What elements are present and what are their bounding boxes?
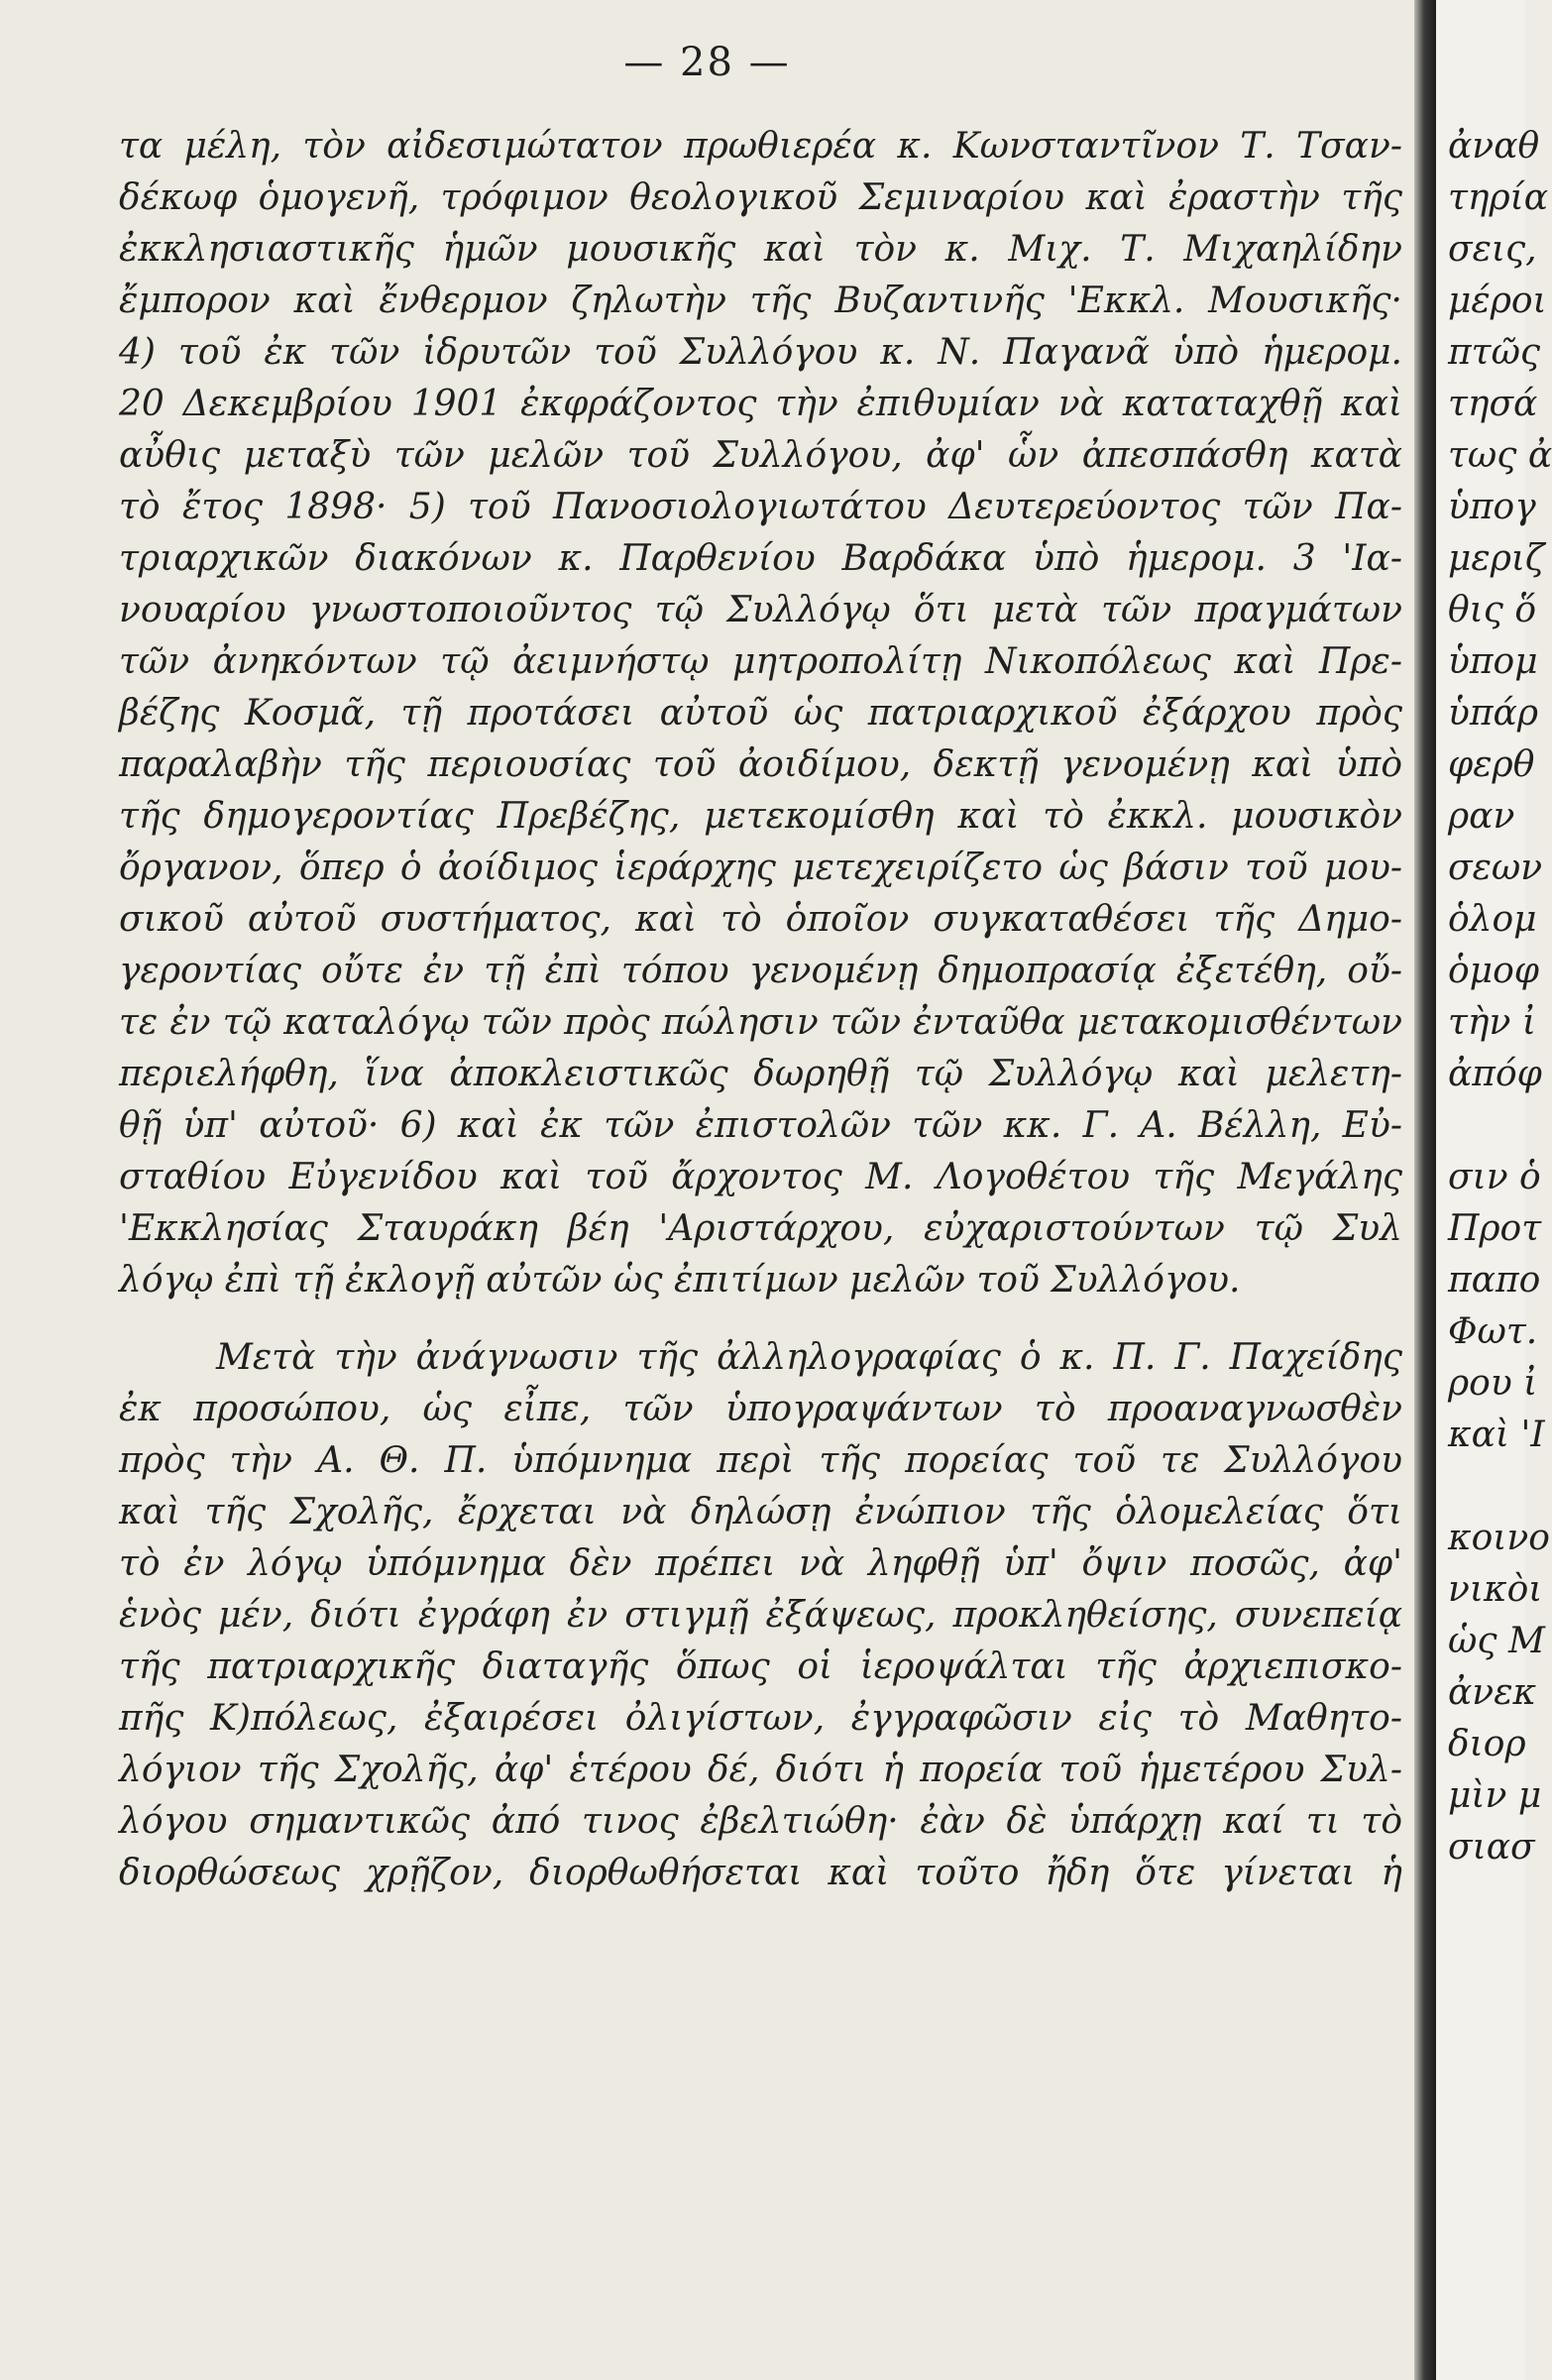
text-line: ἐκ προσώπου, ὡς εἶπε, τῶν ὑπογραψάντων τὸ προαναγνωσθὲν	[119, 1389, 1402, 1429]
facing-page-fragment: μεριζ	[1448, 538, 1545, 579]
facing-page-fragment: θις ὅ	[1448, 590, 1537, 630]
facing-page-fragment	[1436, 1100, 1552, 1152]
text-line: 4) τοῦ ἐκ τῶν ἱδρυτῶν τοῦ Συλλόγου κ. Ν. Παγανᾶ ὑπὸ ἡμερομ.	[119, 332, 1402, 373]
facing-page	[1436, 0, 1552, 2380]
facing-page-fragment: ρου ἰ	[1448, 1363, 1538, 1404]
facing-page-fragment: νικὸι	[1448, 1569, 1543, 1610]
text-line: λόγιον τῆς Σχολῆς, ἀφ' ἑτέρου δέ, διότι ἡ πορεία τοῦ ἡμετέρου Συλ-	[119, 1750, 1402, 1790]
text-line: βέζης Κοσμᾶ, τῇ προτάσει αὐτοῦ ὡς πατριαρχικοῦ ἐξάρχου πρὸς	[119, 693, 1402, 734]
text-line: λόγου σημαντικῶς ἀπό τινος ἐβελτιώθη· ἐὰν δὲ ὑπάρχῃ καί τι τὸ	[119, 1801, 1402, 1842]
facing-page-fragment: σεις,	[1448, 229, 1537, 270]
facing-page-fragment: διορ	[1448, 1724, 1526, 1764]
text-line: 20 Δεκεμβρίου 1901 ἐκφράζοντος τὴν ἐπιθυμίαν νὰ καταταχθῇ καὶ	[119, 384, 1402, 424]
text-line: διορθώσεως χρῇζον, διορθωθήσεται καὶ τοῦτο ἤδη ὅτε γίνεται ἡ	[119, 1853, 1402, 1893]
facing-page-fragment: μὶν μ	[1448, 1775, 1542, 1816]
text-line: θῇ ὑπ' αὐτοῦ· 6) καὶ ἐκ τῶν ἐπιστολῶν τῶν κκ. Γ. Α. Βέλλη, Εὐ-	[119, 1105, 1402, 1146]
page-number: — 28 —	[623, 40, 791, 85]
text-line: τριαρχικῶν διακόνων κ. Παρθενίου Βαρδάκα ὑπὸ ἡμερομ. 3 'Ια-	[119, 538, 1402, 579]
facing-page-fragment: Προτ	[1448, 1208, 1542, 1249]
facing-page-fragment: ὁμοφ	[1448, 951, 1539, 991]
text-line: ἐκκλησιαστικῆς ἡμῶν μουσικῆς καὶ τὸν κ. Μιχ. Τ. Μιχαηλίδην	[119, 229, 1402, 270]
text-line: τε ἐν τῷ καταλόγῳ τῶν πρὸς πώλησιν τῶν ἐνταῦθα μετακομισθέντων	[119, 1002, 1402, 1043]
text-line: πῆς Κ)πόλεως, ἐξαιρέσει ὀλιγίστων, ἐγγραφῶσιν εἰς τὸ Μαθητο-	[119, 1698, 1402, 1739]
facing-page-fragment: ὁλομ	[1448, 899, 1537, 940]
facing-page-fragment: τηρία	[1448, 177, 1549, 218]
text-line: λόγῳ ἐπὶ τῇ ἐκλογῇ αὐτῶν ὡς ἐπιτίμων μελῶν τοῦ Συλλόγου.	[119, 1260, 1241, 1301]
facing-page-fragment: παπο	[1448, 1260, 1541, 1301]
facing-page-fragment: φερθ	[1448, 744, 1535, 785]
facing-page-fragment: ἀνεκ	[1448, 1672, 1537, 1713]
facing-page-fragment: κοινο	[1448, 1518, 1550, 1558]
book-gutter	[1414, 0, 1436, 2380]
text-line: αὖθις μεταξὺ τῶν μελῶν τοῦ Συλλόγου, ἀφ' ὧν ἀπεσπάσθη κατὰ	[119, 435, 1402, 476]
facing-page-fragment: καὶ 'Ι	[1448, 1415, 1545, 1455]
text-line: 'Εκκλησίας Σταυράκη βέη 'Αριστάρχου, εὐχαριστούντων τῷ Συλ	[119, 1208, 1402, 1249]
text-line: τῶν ἀνηκόντων τῷ ἀειμνήστῳ μητροπολίτῃ Νικοπόλεως καὶ Πρε-	[119, 641, 1402, 682]
facing-page-fragment: ραν	[1448, 796, 1515, 837]
text-line: σταθίου Εὐγενίδου καὶ τοῦ ἄρχοντος Μ. Λογοθέτου τῆς Μεγάλης	[119, 1157, 1402, 1197]
facing-page-fragment: ὑπάρ	[1448, 693, 1539, 734]
text-line: πρὸς τὴν Α. Θ. Π. ὑπόμνημα περὶ τῆς πορείας τοῦ τε Συλλόγου	[119, 1440, 1402, 1481]
text-line: Μετὰ τὴν ἀνάγνωσιν τῆς ἀλληλογραφίας ὁ κ. Π. Γ. Παχείδης	[216, 1337, 1402, 1378]
text-line: παραλαβὴν τῆς περιουσίας τοῦ ἀοιδίμου, δεκτῇ γενομένῃ καὶ ὑπὸ	[119, 744, 1402, 785]
facing-page-fragment: ὑπομ	[1448, 641, 1538, 682]
facing-page-fragment: σιασ	[1448, 1827, 1535, 1868]
facing-page-fragment: τὴν ἰ	[1448, 1002, 1536, 1043]
text-line: ἑνὸς μέν, διότι ἐγράφη ἐν στιγμῇ ἐξάψεως, προκληθείσης, συνεπείᾳ	[119, 1595, 1402, 1636]
facing-page-fragment: Φωτ.	[1448, 1311, 1538, 1352]
facing-page-fragment: ἀναθ	[1448, 126, 1540, 167]
text-line: σικοῦ αὐτοῦ συστήματος, καὶ τὸ ὁποῖον συγκαταθέσει τῆς Δημο-	[119, 899, 1402, 940]
facing-page-fragment: τως ἀ	[1448, 435, 1552, 476]
text-line: δέκωφ ὁμογενῆ, τρόφιμον θεολογικοῦ Σεμιναρίου καὶ ἐραστὴν τῆς	[119, 177, 1402, 218]
text-line: τὸ ἔτος 1898· 5) τοῦ Πανοσιολογιωτάτου Δευτερεύοντος τῶν Πα-	[119, 487, 1402, 527]
text-line: νουαρίου γνωστοποιοῦντος τῷ Συλλόγῳ ὅτι μετὰ τῶν πραγμάτων	[119, 590, 1402, 630]
text-line: γεροντίας οὔτε ἐν τῇ ἐπὶ τόπου γενομένῃ δημοπρασίᾳ ἐξετέθη, οὔ-	[119, 951, 1402, 991]
facing-page-fragment: σιν ὁ	[1448, 1157, 1541, 1197]
facing-page-fragment: μέροι	[1448, 281, 1547, 321]
facing-page-fragment: τησά	[1448, 384, 1538, 424]
body-text	[119, 121, 1402, 1899]
facing-page-fragment	[1436, 1461, 1552, 1513]
text-line: ἔμπορον καὶ ἔνθερμον ζηλωτὴν τῆς Βυζαντινῆς 'Εκκλ. Μουσικῆς·	[119, 281, 1402, 321]
facing-page-fragment: πτῶς	[1448, 332, 1541, 373]
text-line: τῆς πατριαρχικῆς διαταγῆς ὅπως οἱ ἱεροψάλται τῆς ἀρχιεπισκο-	[119, 1646, 1402, 1687]
text-line: καὶ τῆς Σχολῆς, ἔρχεται νὰ δηλώσῃ ἐνώπιον τῆς ὁλομελείας ὅτι	[119, 1492, 1402, 1532]
facing-page-text	[1436, 121, 1552, 1873]
facing-page-fragment: σεων	[1448, 848, 1543, 888]
text-line: τα μέλη, τὸν αἰδεσιμώτατον πρωθιερέα κ. Κωνσταντῖνον Τ. Τσαν-	[119, 126, 1402, 167]
facing-page-fragment: ὑπογ	[1448, 487, 1536, 527]
facing-page-fragment: ὡς Μ	[1448, 1621, 1545, 1661]
text-line: τὸ ἐν λόγῳ ὑπόμνημα δὲν πρέπει νὰ ληφθῇ ὑπ' ὄψιν ποσῶς, ἀφ'	[119, 1543, 1402, 1584]
text-line: περιελήφθη, ἵνα ἀποκλειστικῶς δωρηθῇ τῷ Συλλόγῳ καὶ μελετη-	[119, 1054, 1402, 1094]
facing-page-fragment: ἀπόφ	[1448, 1054, 1542, 1094]
text-line: τῆς δημογεροντίας Πρεβέζης, μετεκομίσθη καὶ τὸ ἐκκλ. μουσικὸν	[119, 796, 1402, 837]
text-line: ὄργανον, ὅπερ ὁ ἀοίδιμος ἱεράρχης μετεχειρίζετο ὡς βάσιν τοῦ μου-	[119, 848, 1402, 888]
